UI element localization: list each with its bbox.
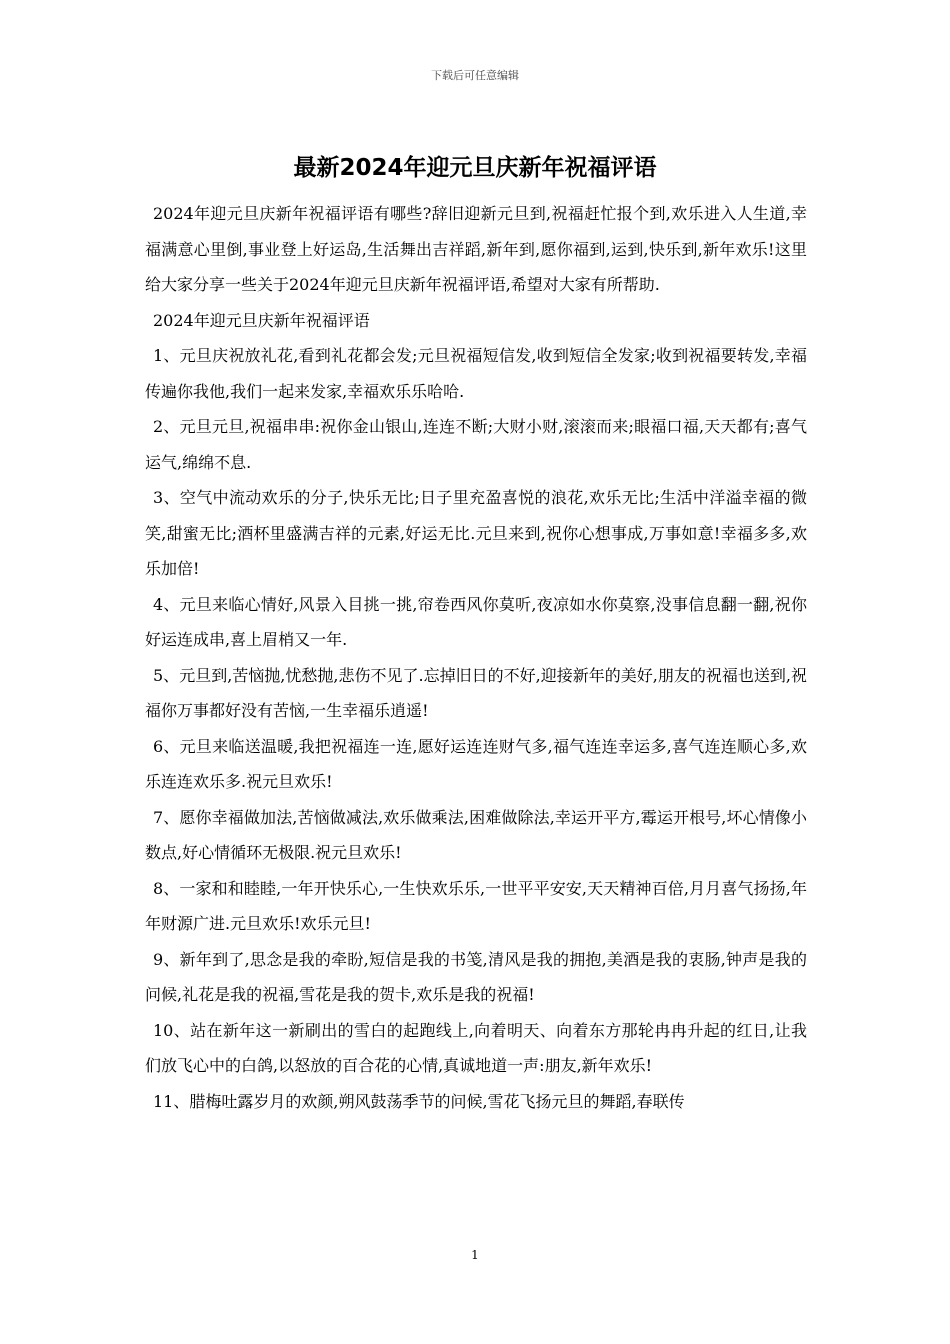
list-item: 3、空气中流动欢乐的分子,快乐无比;日子里充盈喜悦的浪花,欢乐无比;生活中洋溢幸福的微笑,甜蜜无比;酒杯里盛满吉祥的元素,好运无比.元旦来到,祝你心想事成,万事如意!幸福多多,欢乐加倍!: [145, 488, 807, 578]
list-item: 7、愿你幸福做加法,苦恼做减法,欢乐做乘法,困难做除法,幸运开平方,霉运开根号,坏心情像小数点,好心情循环无极限.祝元旦欢乐!: [145, 807, 807, 862]
list-item: 11、腊梅吐露岁月的欢颜,朔风鼓荡季节的问候,雪花飞扬元旦的舞蹈,春联传: [153, 1091, 685, 1111]
document-title: 最新2024年迎元旦庆新年祝福评语: [293, 155, 657, 181]
list-item: 2、元旦元旦,祝福串串:祝你金山银山,连连不断;大财小财,滚滚而来;眼福口福,天天都有;喜气运气,绵绵不息.: [145, 417, 807, 472]
list-item: 5、元旦到,苦恼抛,忧愁抛,悲伤不见了.忘掉旧日的不好,迎接新年的美好,朋友的祝福也送到,祝福你万事都好没有苦恼,一生幸福乐逍遥!: [145, 665, 807, 720]
section-heading: 2024年迎元旦庆新年祝福评语: [153, 310, 370, 330]
list-item: 4、元旦来临心情好,风景入目挑一挑,帘卷西风你莫听,夜凉如水你莫察,没事信息翻一翻,祝你好运连成串,喜上眉梢又一年.: [145, 594, 807, 649]
list-item: 9、新年到了,思念是我的牵盼,短信是我的书笺,清风是我的拥抱,美酒是我的衷肠,钟声是我的问候,礼花是我的祝福,雪花是我的贺卡,欢乐是我的祝福!: [145, 949, 807, 1004]
list-item: 10、站在新年这一新刷出的雪白的起跑线上,向着明天、向着东方那轮冉冉升起的红日,让我们放飞心中的白鸽,以怒放的百合花的心情,真诚地道一声:朋友,新年欢乐!: [145, 1020, 807, 1075]
intro-paragraph: 2024年迎元旦庆新年祝福评语有哪些?辞旧迎新元旦到,祝福赶忙报个到,欢乐进入人生道,幸福满意心里倒,事业登上好运岛,生活舞出吉祥蹈,新年到,愿你福到,运到,快乐到,新年欢乐!这里给大家分享一些关于2024年迎元旦庆新年祝福评语,希望对大家有所帮助.: [145, 204, 807, 294]
page-number: 1: [471, 1248, 479, 1262]
page-header-note: 下载后可任意编辑: [431, 69, 519, 82]
list-item: 8、一家和和睦睦,一年开快乐心,一生快欢乐乐,一世平平安安,天天精神百倍,月月喜气扬扬,年年财源广进.元旦欢乐!欢乐元旦!: [145, 878, 807, 933]
list-item: 6、元旦来临送温暖,我把祝福连一连,愿好运连连财气多,福气连连幸运多,喜气连连顺心多,欢乐连连欢乐多.祝元旦欢乐!: [145, 736, 807, 791]
document-body: [145, 196, 807, 1119]
list-item: 1、元旦庆祝放礼花,看到礼花都会发;元旦祝福短信发,收到短信全发家;收到祝福要转发,幸福传遍你我他,我们一起来发家,幸福欢乐乐哈哈.: [145, 346, 807, 401]
